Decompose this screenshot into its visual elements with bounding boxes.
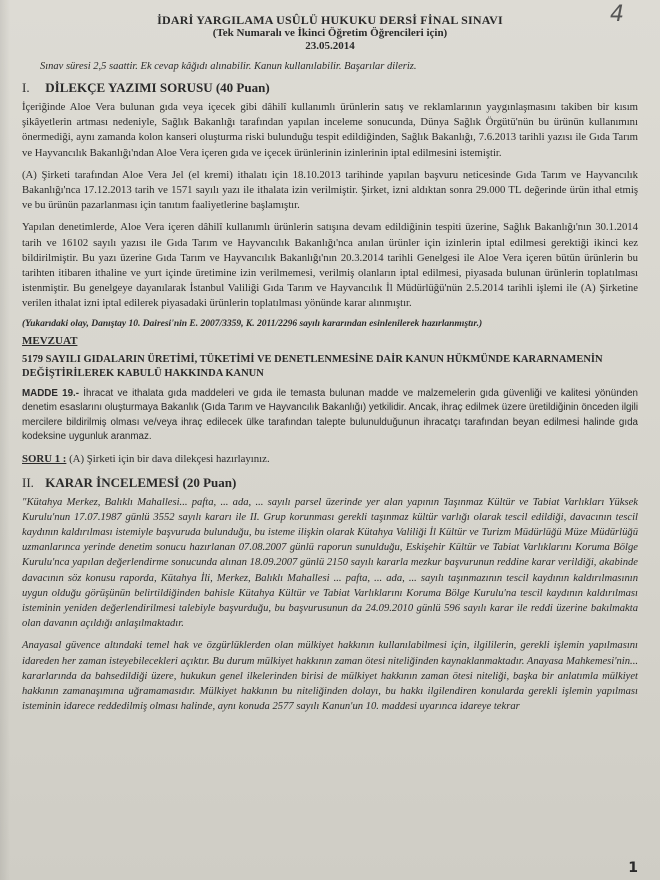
source-note: (Yukarıdaki olay, Danıştay 10. Dairesi'nin E. 2007/3359, K. 2011/2296 sayılı kararından esinlenilerek hazırlanmıştır.) (22, 318, 483, 329)
exam-subtitle: (Tek Numaralı ve İkinci Öğretim Öğrencileri için) (212, 27, 448, 39)
question-1-label: SORU 1 : (22, 452, 67, 465)
law-article-text: İhracat ve ithalata gıda maddeleri ve gıda ile temasta bulunan madde ve malzemelerin gıda güvenliği ve kalitesi yönünden denetim esaslarını oluşturmaya Bakanlık (Gıda Tarım ve Hayvancılık Bakanlığı) yetkilidir. Ancak, ihraç edilmek üzere üretildiğinin önceden ilgili mercilere bildirilmiş olması ve/veya ihraç edilecek ülke tarafından talepte bulunulduğunun ihracatçı tarafından beyan edilmesi halinde gıda kodeksine uygunluk aranmaz. (22, 387, 638, 443)
law-article-label: MADDE 19.- (22, 387, 80, 399)
section2-paragraph-2: Anayasal güvence altındaki temel hak ve özgürlüklerden olan mülkiyet hakkının kullanılabilmesi için, ilgililerin, gerekli işlemin yapılmasını idareden her zaman isteyebilecekleri açıktır. Bu durum mülkiyet hakkının zaman ötesi niteliğinden kaynaklanmaktadır. Anayasa Mahkemesi'nin... kararlarında da bahsedildiği üzere, hukukun genel ilkelerinden birisi de mülkiyet hakkının zaman ötesi niteliği, başka bir anlatımla mülkiyet hakkının zamanaşımına uğramamasıdır. Mülkiyet hakkının bu niteliğinden dolayı, bu hakkı ilgilendiren konularda gerekli işlemin yapılması isteminin idarece reddedilmiş olması halinde, aynı konuda 2577 sayılı Kanun'un 10. maddesi uyarınca idareye tekrar (22, 640, 638, 713)
section1-number: I. (22, 80, 30, 95)
exam-instructions: Sınav süresi 2,5 saattir. Ek cevap kâğıdı alınabilir. Kanun kullanılabilir. Başarılar dileriz. (40, 61, 417, 72)
handwritten-mark: 4 (610, 2, 624, 27)
page-number: 1 (628, 860, 638, 876)
exam-title: İDARİ YARGILAMA USÛLÜ HUKUKU DERSİ FİNAL SINAVI (157, 13, 503, 27)
section2-heading (22, 475, 638, 491)
exam-header (22, 14, 638, 53)
section1-paragraph-3: Yapılan denetimlerde, Aloe Vera içeren dâhilî kullanımlı ürünlerin satışına devam edildiğinin tespiti üzerine, Sağlık Bakanlığı'nın 30.1.2014 tarih ve 16102 sayılı yazısı ile Gıda Tarım ve Hayvancılık Bakanlığı'nca anılan ürünler için izinlerin iptal edilmesi gerektiği ikinci kez bildirilmiştir. Bu yazı üzerine Gıda Tarım ve Hayvancılık Bakanlığı'nın 20.3.2014 tarihli Genelgesi ile Aloe Vera içeren bütün ürünlerin bu tarihten itibaren ithaline ve yurt içinde üretimine izin verilmemesi, verilmiş olanların iptal edilmesi, piyasada bulunan ürünlerin toplatılması istenmiştir. Bu genelgeye dayanılarak İstanbul Valiliği Gıda Tarım ve Hayvancılık İl Müdürlüğü'nün 2.5.2014 tarihli işlemi ile (A) Şirketine verilen ithalat izni iptal edilerek piyasadaki ürünlerin toplatılması yönünde karar alınmıştır. (22, 221, 638, 310)
question-1 (22, 453, 638, 465)
section1-title: DİLEKÇE YAZIMI SORUSU (40 Puan) (45, 80, 270, 95)
mevzuat-label: MEVZUAT (22, 334, 78, 347)
exam-date: 23.05.2014 (305, 40, 355, 52)
section1-paragraph-2: (A) Şirketi tarafından Aloe Vera Jel (el kremi) ithalatı için 18.10.2013 tarihinde yapılan başvuru neticesinde Gıda Tarım ve Hayvancılık Bakanlığı'nca 17.12.2013 tarih ve 1571 sayılı yazı ile ithalata izin verilmiştir. Şirket, izni aldıktan sonra 29.000 TL değerinde ürün ithal etmiş ve bu ürünün pazarlanması için tanıtım faaliyetlerine başlamıştır. (22, 168, 638, 212)
question-1-text: (A) Şirketi için bir dava dilekçesi hazırlayınız. (66, 452, 270, 465)
section1-paragraph-1: İçeriğinde Aloe Vera bulunan gıda veya içecek gibi dâhilî kullanımlı ürünlerin satış ve reklamlarının yaygınlaşmasını takiben bir kısım şikâyetlerin artması nedeniyle, Sağlık Bakanlığı tarafından yapılan inceleme sonucunda, Dünya Sağlık Örgütü'nün bu ürünün kullanımını önermediği, aynı zamanda kolon kanseri oluşturma riski bulunduğu tespit edildiğinden, Sağlık Bakanlığı, 7.6.2013 tarihli yazısı ile Gıda Tarım ve Hayvancılık Bakanlığı'ndan Aloe Vera içeren gıda ve içecek ürünlerinin izinlerinin iptal edilmesini istemiştir. (22, 101, 638, 159)
law-article (22, 387, 638, 445)
page-shadow (0, 0, 10, 880)
law-title: 5179 SAYILI GIDALARIN ÜRETİMİ, TÜKETİMİ VE DENETLENMESİNE DAİR KANUN HÜKMÜNDE KARARNAMENİN DEĞİŞTİRİLEREK KABULÜ HAKKINDA KANUN (22, 353, 603, 379)
section2-paragraph-1: "Kütahya Merkez, Balıklı Mahallesi... pafta, ... ada, ... sayılı parsel üzerinde yer alan yapının Taşınmaz Kültür ve Tabiat Varlıkları Yüksek Kurulu'nun 17.07.1987 günlü 3552 sayılı kararı ile II. Grup korunması gerekli taşınmaz kültür varlığı olarak tescil edildiği, davacının tescil kaydının kaldırılması istemiyle başvuruda bulunduğu, bu isteme ilişkin olarak Kütahya Valiliği İl Kültür ve Turizm Müdürlüğü Müze Müdürlüğü uzmanlarınca yerinde denetim sonucu hazırlanan 07.08.2007 günlü raporun sunulduğu, Eskişehir Kültür ve Tabiat Varlıklarını Koruma Bölge Kurulu'nca yapılan değerlendirme sonucunda alınan 18.09.2007 günlü 2150 sayılı kararla mezkur başvurunun reddine karar verildiği, akabinde davacının söz konusu raporda, Kütahya İli, Merkez, Balıklı Mahallesi ... pafta, ... ada, ... sayılı taşınmazının tescil kaydının kaldırılmasının uygun olduğu görüşünün belirtildiğinden bahisle Kütahya Kültür ve Tabiat Varlıklarını Koruma Bölge Kurulu'na tescil kaydının kaldırılması isteminin yeniden değerlendirilmesi talebiyle başvurduğu, bu başvurusunun da 24.09.2010 günlü 596 sayılı karar ile reddi üzerine bakılmakta olan davanın açıldığı anlaşılmaktadır. (22, 496, 638, 630)
section2-number: II. (22, 474, 34, 490)
section1-heading (22, 80, 638, 96)
section2-title: KARAR İNCELEMESİ (20 Puan) (45, 474, 237, 490)
